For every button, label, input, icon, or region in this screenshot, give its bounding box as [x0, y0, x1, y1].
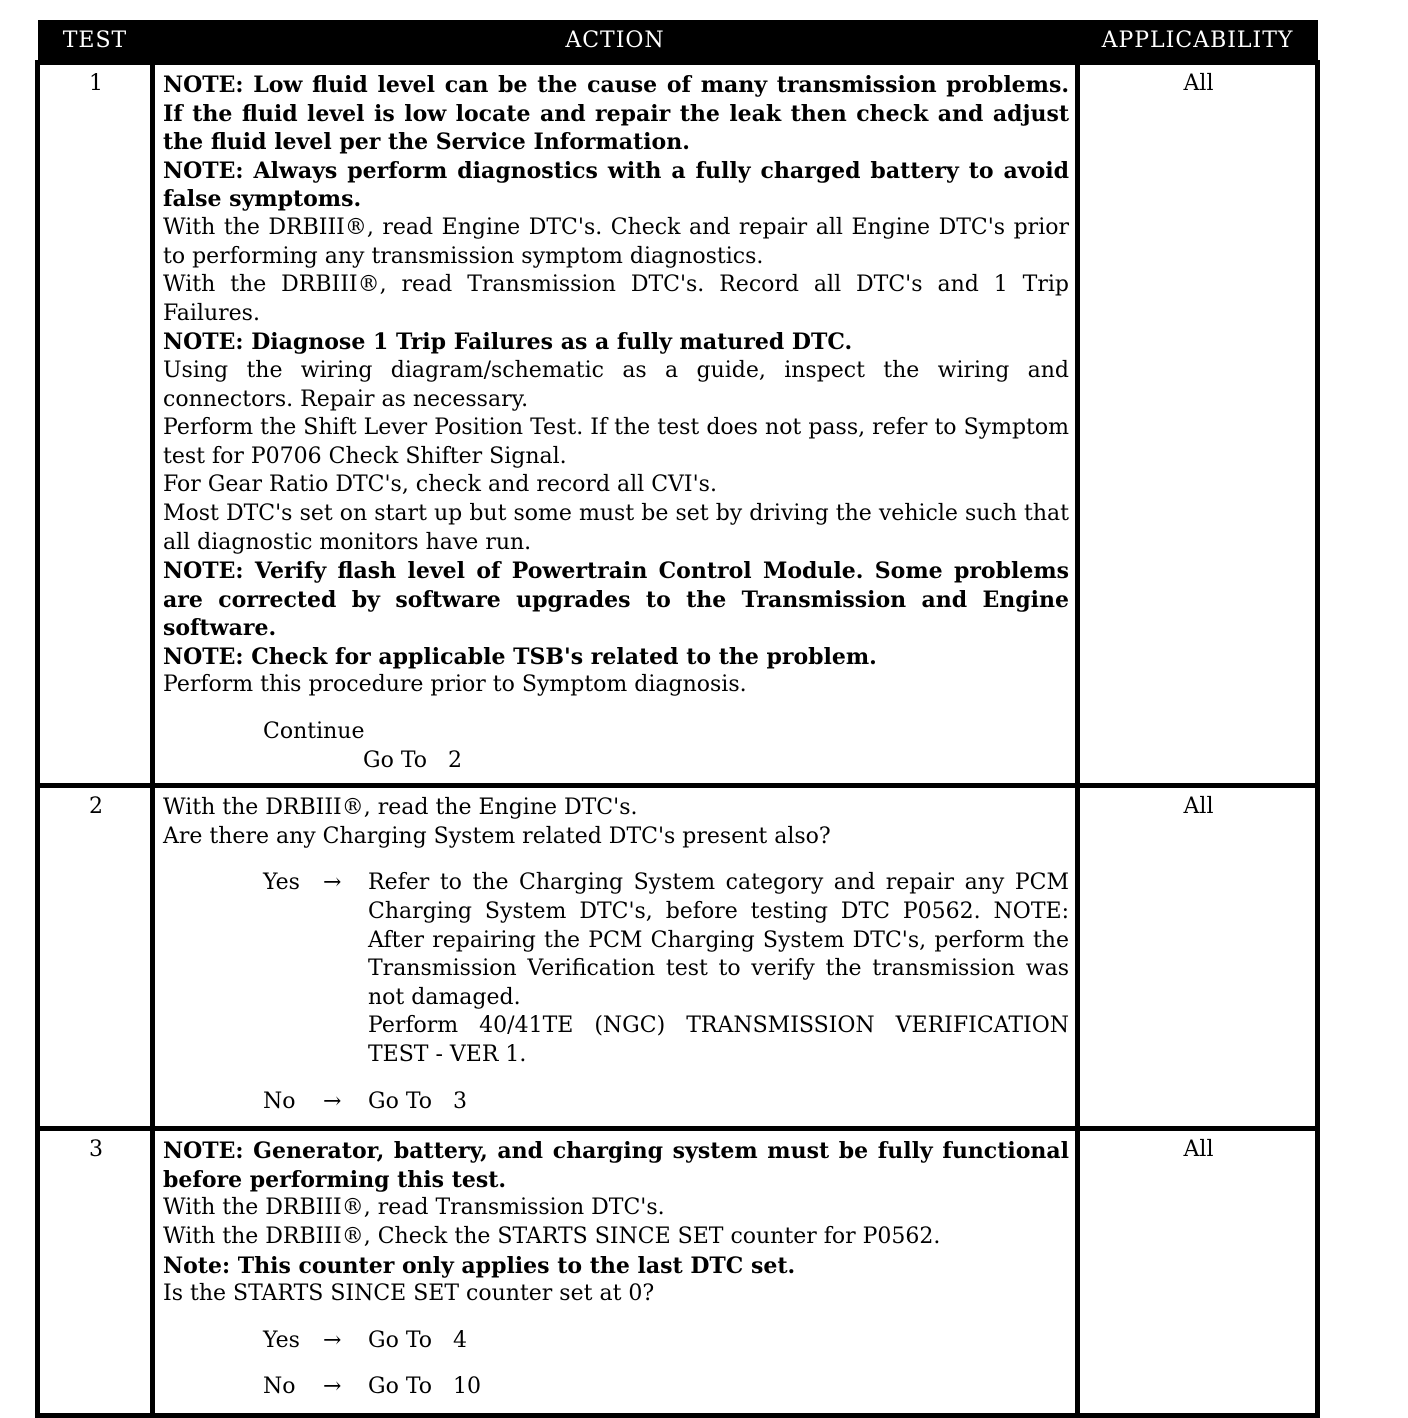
response-line[interactable]: Perform 40/41TE (NGC) TRANSMISSION VERIFICATION TEST - VER 1.	[368, 1013, 1069, 1067]
action-line: Is the STARTS SINCE SET counter set at 0?	[163, 1281, 655, 1307]
response-label: Yes	[263, 1327, 300, 1353]
goto-link[interactable]: Go To 4	[368, 1327, 467, 1353]
response-no	[263, 1088, 1069, 1117]
header-applicability: APPLICABILITY	[1078, 20, 1318, 63]
action-line: With the DRBIII®, Check the STARTS SINCE SET counter for P0562.	[163, 1224, 941, 1250]
table-row	[38, 786, 1318, 1129]
action-line: With the DRBIII®, read Transmission DTC's. Record all DTC's and 1 Trip Failures.	[163, 272, 1069, 326]
continue-label: Continue	[263, 719, 365, 745]
diagnostic-test-table	[35, 20, 1320, 1418]
header-test: TEST	[38, 20, 153, 63]
table-row	[38, 1129, 1318, 1416]
arrow-icon: →	[323, 1088, 342, 1114]
action-line: With the DRBIII®, read Transmission DTC's.	[163, 1195, 665, 1221]
applicability-value: All	[1078, 786, 1318, 1129]
test-number: 3	[38, 1129, 153, 1416]
response-text	[368, 869, 1069, 1069]
goto-link[interactable]: Go To 3	[368, 1088, 467, 1114]
table-row	[38, 63, 1318, 786]
response-yes	[263, 869, 1069, 1069]
action-line: Note: This counter only applies to the last DTC set.	[163, 1252, 796, 1279]
response-label: No	[263, 1374, 296, 1400]
action-line: Most DTC's set on start up but some must be set by driving the vehicle such that all diagnostic monitors have run.	[163, 500, 1069, 555]
test-number: 1	[38, 63, 153, 786]
action-line: NOTE: Low fluid level can be the cause of many transmission problems. If the fluid level is low locate and repair the leak then check and adjust the fluid level per the Service Information.	[163, 72, 1069, 156]
goto-link[interactable]: Go To 2	[363, 747, 462, 773]
applicability-value: All	[1078, 1129, 1318, 1416]
response-no	[263, 1373, 1069, 1402]
action-line: With the DRBIII®, read the Engine DTC's.	[163, 795, 638, 821]
action-line: Are there any Charging System related DTC's present also?	[163, 823, 831, 849]
arrow-icon: →	[323, 870, 342, 896]
arrow-icon: →	[323, 1327, 342, 1353]
action-cell	[153, 63, 1078, 786]
applicability-value: All	[1078, 63, 1318, 786]
response-label: No	[263, 1088, 296, 1114]
action-line: NOTE: Diagnose 1 Trip Failures as a fully matured DTC.	[163, 329, 853, 356]
action-cell	[153, 786, 1078, 1129]
response-line[interactable]: Refer to the Charging System category and repair any PCM Charging System DTC's, before testing DTC P0562. NOTE: After repairing the PCM Charging System DTC's, perform the Transmission Verification test to verify the transmission was not damaged.	[368, 870, 1069, 1010]
action-line: NOTE: Verify flash level of Powertrain Control Module. Some problems are corrected by software upgrades to the Transmission and Engine software.	[163, 558, 1069, 642]
test-number: 2	[38, 786, 153, 1129]
action-cell	[153, 1129, 1078, 1416]
response-yes	[263, 1327, 1069, 1356]
action-line: For Gear Ratio DTC's, check and record all CVI's.	[163, 472, 717, 498]
header-action: ACTION	[153, 20, 1078, 63]
goto-link[interactable]: Go To 10	[368, 1374, 481, 1400]
table-header-row	[38, 20, 1318, 63]
action-line: Perform this procedure prior to Symptom diagnosis.	[163, 672, 747, 698]
response-label: Yes	[263, 870, 300, 896]
action-line: Perform the Shift Lever Position Test. If the test does not pass, refer to Symptom test for P0706 Check Shifter Signal.	[163, 415, 1069, 469]
action-line: NOTE: Generator, battery, and charging system must be fully functional before performing this test.	[163, 1138, 1069, 1193]
arrow-icon: →	[323, 1374, 342, 1400]
action-line: Using the wiring diagram/schematic as a guide, inspect the wiring and connectors. Repair as necessary.	[163, 357, 1069, 412]
action-line: NOTE: Check for applicable TSB's related to the problem.	[163, 643, 877, 670]
action-line: With the DRBIII®, read Engine DTC's. Check and repair all Engine DTC's prior to performing any transmission symptom diagnostics.	[163, 214, 1069, 269]
action-line: NOTE: Always perform diagnostics with a fully charged battery to avoid false symptoms.	[163, 157, 1069, 213]
